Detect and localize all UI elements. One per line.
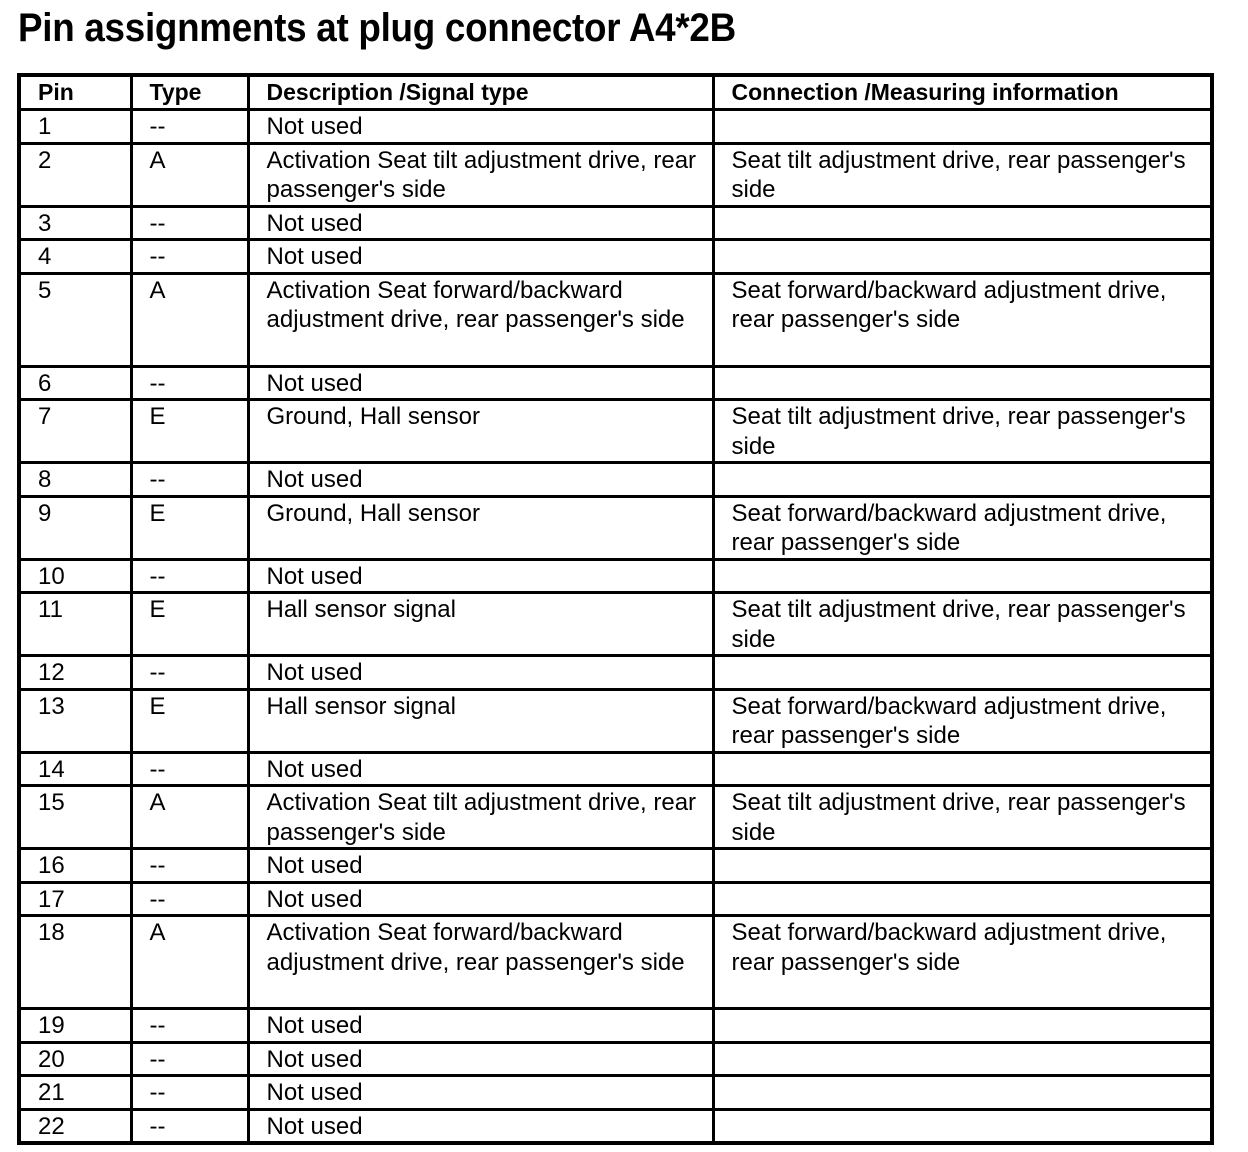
description-cell: Not used <box>248 240 713 274</box>
pin-cell: 4 <box>19 240 131 274</box>
table-row <box>19 849 1212 883</box>
pin-cell: 6 <box>19 366 131 400</box>
description-cell: Not used <box>248 559 713 593</box>
description-cell: Not used <box>248 882 713 916</box>
connection-cell <box>713 1042 1212 1076</box>
description-cell: Activation Seat forward/backward adjustment drive, rear passenger's side <box>248 273 713 366</box>
table-row <box>19 656 1212 690</box>
type-cell: -- <box>131 882 248 916</box>
pin-cell: 12 <box>19 656 131 690</box>
table-row <box>19 916 1212 1009</box>
connection-cell <box>713 206 1212 240</box>
type-cell: -- <box>131 752 248 786</box>
table-row <box>19 366 1212 400</box>
pin-cell: 13 <box>19 689 131 752</box>
description-cell: Not used <box>248 206 713 240</box>
type-cell: -- <box>131 1009 248 1043</box>
connection-cell <box>713 752 1212 786</box>
connection-cell: Seat forward/backward adjustment drive, rear passenger's side <box>713 916 1212 1009</box>
table-row <box>19 1076 1212 1110</box>
table-row <box>19 273 1212 366</box>
description-cell: Not used <box>248 1042 713 1076</box>
description-cell: Hall sensor signal <box>248 593 713 656</box>
description-cell: Activation Seat forward/backward adjustment drive, rear passenger's side <box>248 916 713 1009</box>
pin-cell: 8 <box>19 463 131 497</box>
pin-cell: 22 <box>19 1109 131 1143</box>
pin-cell: 19 <box>19 1009 131 1043</box>
pin-cell: 14 <box>19 752 131 786</box>
type-cell: -- <box>131 240 248 274</box>
table-row <box>19 400 1212 463</box>
description-cell: Not used <box>248 1109 713 1143</box>
pin-cell: 21 <box>19 1076 131 1110</box>
type-cell: -- <box>131 849 248 883</box>
description-cell: Not used <box>248 1076 713 1110</box>
type-cell: E <box>131 689 248 752</box>
table-row <box>19 752 1212 786</box>
pin-cell: 7 <box>19 400 131 463</box>
description-cell: Ground, Hall sensor <box>248 400 713 463</box>
table-row <box>19 593 1212 656</box>
pin-cell: 3 <box>19 206 131 240</box>
connection-cell <box>713 463 1212 497</box>
connection-cell: Seat tilt adjustment drive, rear passenger's side <box>713 400 1212 463</box>
connection-cell <box>713 1009 1212 1043</box>
connection-cell: Seat tilt adjustment drive, rear passenger's side <box>713 593 1212 656</box>
connection-cell <box>713 110 1212 144</box>
pin-cell: 10 <box>19 559 131 593</box>
table-row <box>19 786 1212 849</box>
pin-cell: 16 <box>19 849 131 883</box>
pin-cell: 17 <box>19 882 131 916</box>
connection-cell <box>713 849 1212 883</box>
type-cell: A <box>131 143 248 206</box>
type-cell: -- <box>131 1042 248 1076</box>
pin-cell: 15 <box>19 786 131 849</box>
pin-assignment-table <box>17 73 1214 1145</box>
pin-cell: 11 <box>19 593 131 656</box>
pin-cell: 5 <box>19 273 131 366</box>
pin-cell: 2 <box>19 143 131 206</box>
connection-cell <box>713 240 1212 274</box>
header-pin: Pin <box>19 75 131 110</box>
table-row <box>19 496 1212 559</box>
table-row <box>19 110 1212 144</box>
header-description: Description /Signal type <box>248 75 713 110</box>
table-row <box>19 143 1212 206</box>
type-cell: A <box>131 786 248 849</box>
pin-cell: 9 <box>19 496 131 559</box>
type-cell: E <box>131 400 248 463</box>
type-cell: -- <box>131 559 248 593</box>
type-cell: E <box>131 496 248 559</box>
page-title: Pin assignments at plug connector A4*2B <box>18 6 736 50</box>
header-type: Type <box>131 75 248 110</box>
table-row <box>19 463 1212 497</box>
type-cell: -- <box>131 463 248 497</box>
description-cell: Activation Seat tilt adjustment drive, rear passenger's side <box>248 143 713 206</box>
description-cell: Activation Seat tilt adjustment drive, rear passenger's side <box>248 786 713 849</box>
type-cell: -- <box>131 110 248 144</box>
type-cell: -- <box>131 1109 248 1143</box>
table-row <box>19 1042 1212 1076</box>
pin-cell: 18 <box>19 916 131 1009</box>
connection-cell: Seat forward/backward adjustment drive, rear passenger's side <box>713 496 1212 559</box>
description-cell: Not used <box>248 849 713 883</box>
description-cell: Not used <box>248 366 713 400</box>
type-cell: -- <box>131 656 248 690</box>
description-cell: Not used <box>248 1009 713 1043</box>
connection-cell <box>713 559 1212 593</box>
pin-cell: 1 <box>19 110 131 144</box>
type-cell: -- <box>131 366 248 400</box>
type-cell: E <box>131 593 248 656</box>
type-cell: -- <box>131 206 248 240</box>
connection-cell <box>713 1076 1212 1110</box>
connection-cell <box>713 1109 1212 1143</box>
table-row <box>19 1009 1212 1043</box>
description-cell: Ground, Hall sensor <box>248 496 713 559</box>
description-cell: Not used <box>248 656 713 690</box>
connection-cell: Seat tilt adjustment drive, rear passenger's side <box>713 786 1212 849</box>
connection-cell <box>713 882 1212 916</box>
connection-cell: Seat forward/backward adjustment drive, rear passenger's side <box>713 689 1212 752</box>
connection-cell <box>713 656 1212 690</box>
type-cell: -- <box>131 1076 248 1110</box>
connection-cell: Seat tilt adjustment drive, rear passenger's side <box>713 143 1212 206</box>
description-cell: Hall sensor signal <box>248 689 713 752</box>
table-row <box>19 559 1212 593</box>
connection-cell <box>713 366 1212 400</box>
description-cell: Not used <box>248 110 713 144</box>
type-cell: A <box>131 273 248 366</box>
header-connection: Connection /Measuring information <box>713 75 1212 110</box>
header-row <box>19 75 1212 110</box>
table-row <box>19 1109 1212 1143</box>
table-row <box>19 689 1212 752</box>
table-row <box>19 206 1212 240</box>
table-row <box>19 882 1212 916</box>
description-cell: Not used <box>248 752 713 786</box>
description-cell: Not used <box>248 463 713 497</box>
type-cell: A <box>131 916 248 1009</box>
connection-cell: Seat forward/backward adjustment drive, rear passenger's side <box>713 273 1212 366</box>
pin-cell: 20 <box>19 1042 131 1076</box>
table-row <box>19 240 1212 274</box>
